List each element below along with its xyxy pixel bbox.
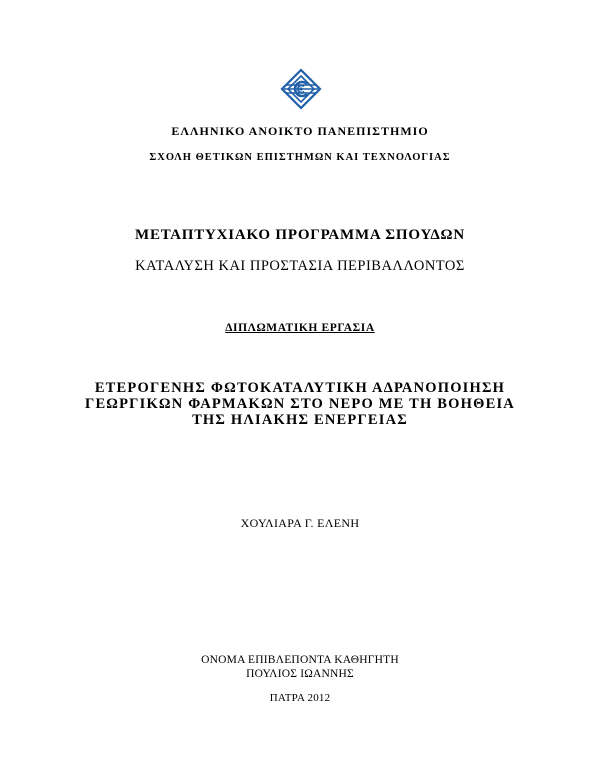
program-name: ΜΕΤΑΠΤΥΧΙΑΚΟ ΠΡΟΓΡΑΜΜΑ ΣΠΟΥΔΩΝ bbox=[135, 227, 465, 243]
author-name: ΧΟΥΛΙΑΡΑ Γ. ΕΛΕΝΗ bbox=[240, 516, 360, 530]
school-name: ΣΧΟΛΗ ΘΕΤΙΚΩΝ ΕΠΙΣΤΗΜΩΝ ΚΑΙ ΤΕΧΝΟΛΟΓΙΑΣ bbox=[149, 152, 451, 163]
thesis-title-line: ΤΗΣ ΗΛΙΑΚΗΣ ΕΝΕΡΓΕΙΑΣ bbox=[192, 412, 408, 428]
university-logo-icon bbox=[280, 68, 322, 110]
place-date: ΠΑΤΡΑ 2012 bbox=[269, 692, 331, 704]
supervisor-name: ΠΟΥΛΙΟΣ ΙΩΑΝΝΗΣ bbox=[246, 668, 354, 680]
university-name: ΕΛΛΗΝΙΚΟ ΑΝΟΙΚΤΟ ΠΑΝΕΠΙΣΤΗΜΙΟ bbox=[171, 124, 429, 138]
thesis-title bbox=[0, 380, 600, 428]
thesis-type: ΔΙΠΛΩΜΑΤΙΚΗ ΕΡΓΑΣΙΑ bbox=[225, 322, 375, 334]
program-specialization: ΚΑΤΑΛΥΣΗ ΚΑΙ ΠΡΟΣΤΑΣΙΑ ΠΕΡΙΒΑΛΛΟΝΤΟΣ bbox=[135, 258, 465, 274]
thesis-title-line: ΓΕΩΡΓΙΚΩΝ ΦΑΡΜΑΚΩΝ ΣΤΟ ΝΕΡΟ ΜΕ ΤΗ ΒΟΗΘΕΙΑ bbox=[85, 396, 515, 412]
supervisor-label: ΟΝΟΜΑ ΕΠΙΒΛΕΠΟΝΤΑ ΚΑΘΗΓΗΤΗ bbox=[201, 654, 399, 666]
thesis-title-line: ΕΤΕΡΟΓΕΝΗΣ ΦΩΤΟΚΑΤΑΛΥΤΙΚΗ ΑΔΡΑΝΟΠΟΙΗΣΗ bbox=[94, 380, 506, 396]
